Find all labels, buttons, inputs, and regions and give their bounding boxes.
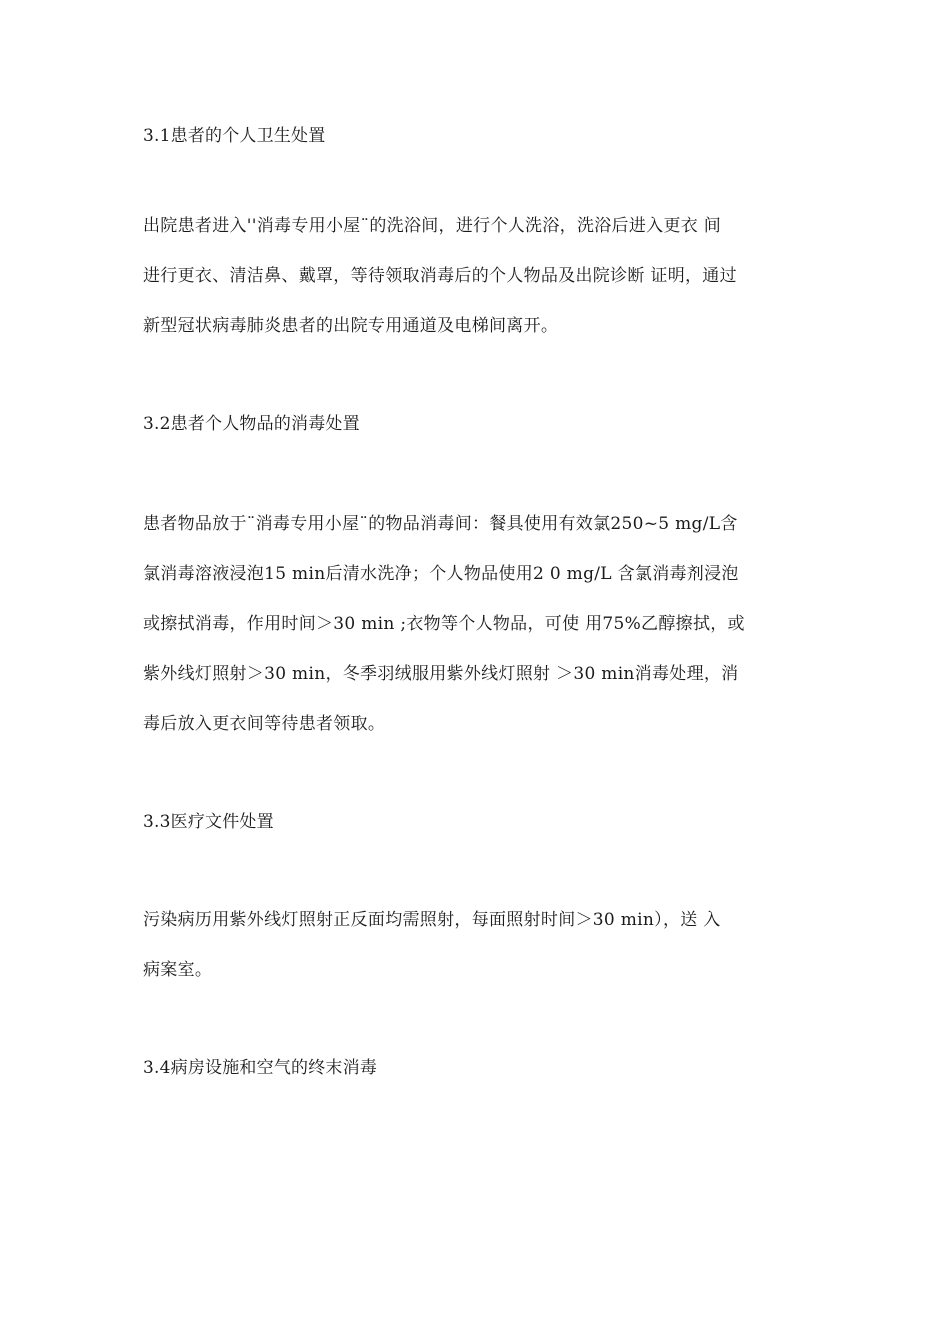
paragraph-line: 毒后放入更衣间等待患者领取。 bbox=[143, 714, 386, 734]
paragraph-line: 出院患者进入''消毒专用小屋¨的洗浴间，进行个人洗浴，洗浴后进入更衣 间 bbox=[143, 216, 722, 236]
section-paragraph-3-2 bbox=[143, 513, 823, 763]
section-heading-3-2: 3.2患者个人物品的消毒处置 bbox=[143, 414, 360, 434]
section-heading-3-3: 3.3医疗文件处置 bbox=[143, 812, 274, 832]
paragraph-line: 病案室。 bbox=[143, 960, 213, 980]
paragraph-line: 氯消毒溶液浸泡15 min后清水洗净；个人物品使用2 0 mg/L 含氯消毒剂浸泡 bbox=[143, 564, 739, 584]
paragraph-line: 新型冠状病毒肺炎患者的出院专用通道及电梯间离开。 bbox=[143, 316, 559, 336]
section-heading-3-1: 3.1患者的个人卫生处置 bbox=[143, 126, 326, 146]
paragraph-line: 进行更衣、清洁鼻、戴罩，等待领取消毒后的个人物品及出院诊断 证明，通过 bbox=[143, 266, 737, 286]
paragraph-line: 患者物品放于¨消毒专用小屋¨的物品消毒间：餐具使用有效氯250~5 mg/L含 bbox=[143, 514, 738, 534]
section-heading-3-4: 3.4病房设施和空气的终末消毒 bbox=[143, 1058, 378, 1078]
section-paragraph-3-1 bbox=[143, 215, 823, 365]
paragraph-line: 污染病历用紫外线灯照射正反面均需照射，每面照射时间＞30 min），送 入 bbox=[143, 910, 721, 930]
paragraph-line: 或擦拭消毒，作用时间＞30 min ;衣物等个人物品，可使 用75%乙醇擦拭，或 bbox=[143, 614, 745, 634]
section-paragraph-3-3 bbox=[143, 909, 823, 1009]
paragraph-line: 紫外线灯照射＞30 min，冬季羽绒服用紫外线灯照射 ＞30 min消毒处理，消 bbox=[143, 664, 739, 684]
